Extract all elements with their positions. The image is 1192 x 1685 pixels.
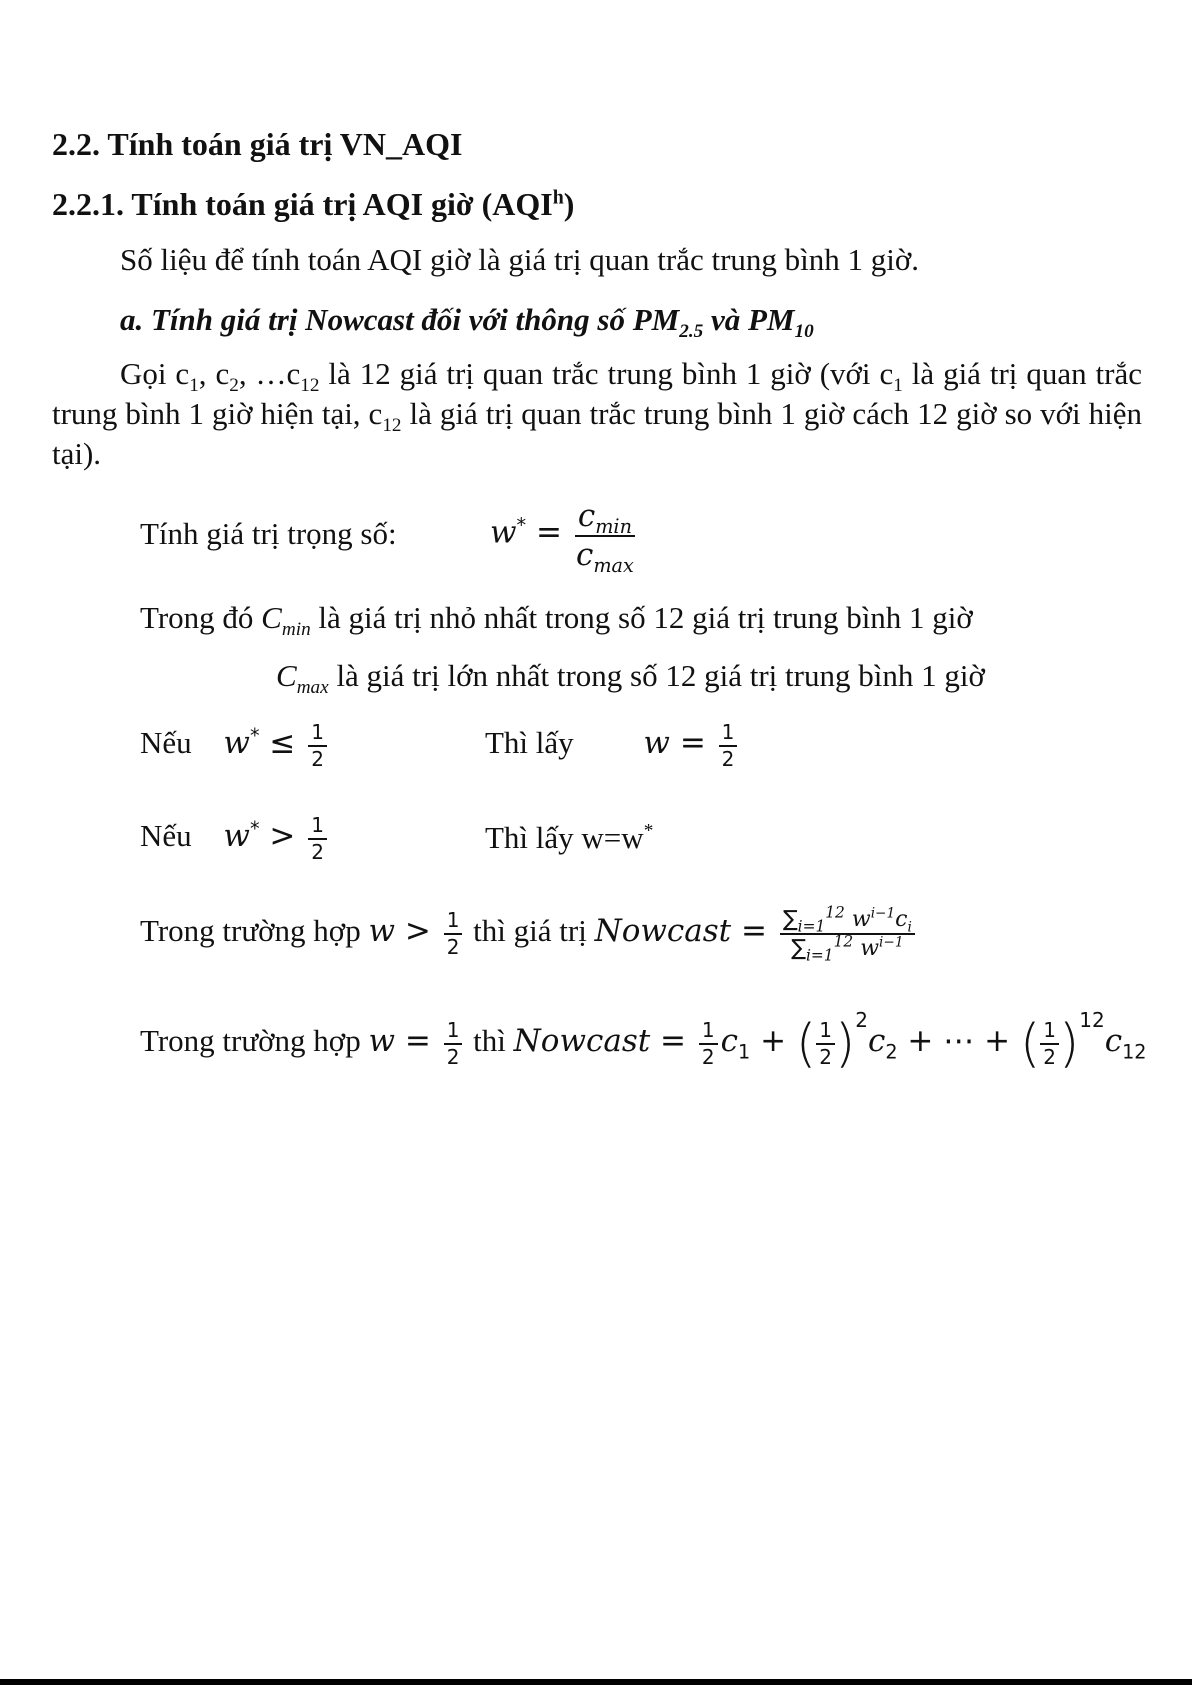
- definition-paragraph: [52, 354, 1142, 474]
- nowcast-symbol: Nowcast: [513, 1023, 651, 1060]
- fraction-numerator: 1: [699, 1020, 718, 1045]
- fraction-denominator: [780, 932, 915, 965]
- section-heading-text: 2.2. Tính toán giá trị VN_AQI: [52, 126, 463, 162]
- subsection-heading: [52, 184, 574, 226]
- pm10-sub: 10: [794, 321, 814, 343]
- half-fraction: [719, 722, 738, 770]
- case-text: thì giá trị: [465, 913, 595, 949]
- right-paren: ): [834, 1014, 856, 1074]
- ellipsis: + ⋯ +: [897, 1023, 1020, 1060]
- para-part: là giá trị quan trắc trung bình 1 giờ cách 12 giờ so với hiện tại).: [52, 396, 1143, 471]
- c-symbol: c: [1104, 1023, 1123, 1060]
- equals: =: [669, 725, 716, 762]
- fraction-denominator: [575, 536, 635, 577]
- para-sub: 12: [300, 375, 320, 397]
- sum-symbol: ∑: [791, 936, 806, 962]
- sum-lower: i=1: [797, 917, 826, 936]
- half-fraction: [444, 1020, 463, 1068]
- page-bottom-border: [0, 1679, 1192, 1685]
- if-text: Nếu: [140, 818, 192, 854]
- star: *: [516, 513, 527, 537]
- c-symbol: c: [867, 1023, 886, 1060]
- c-symbol: c: [575, 536, 594, 573]
- fraction-denominator: 2: [446, 935, 460, 960]
- fraction-denominator: 2: [446, 1045, 460, 1069]
- then-text: Thì lấy w=w: [485, 820, 644, 855]
- fraction-denominator: 2: [721, 747, 735, 771]
- where-cmin-line: [140, 598, 973, 641]
- condition-2-then: [485, 818, 653, 858]
- superscript-h: h: [552, 186, 564, 209]
- right-paren: ): [1058, 1014, 1080, 1074]
- fraction-numerator: 1: [308, 722, 327, 747]
- where-text: là giá trị nhỏ nhất trong số 12 giá trị trung bình 1 giờ: [310, 600, 973, 635]
- half-fraction: [308, 815, 327, 863]
- fraction-numerator: 1: [719, 722, 738, 747]
- para-sub: 12: [382, 415, 402, 437]
- para-part: là giá trị quan trắc trung bình 1 giờ hiện tại, c: [52, 356, 1142, 431]
- min-sub: min: [595, 515, 632, 539]
- w-symbol: w: [223, 818, 250, 855]
- sum-lower: i=1: [805, 946, 834, 965]
- leq-operator: ≤: [259, 725, 306, 762]
- fraction-numerator: 1: [816, 1020, 835, 1045]
- w-symbol: w: [368, 1023, 395, 1060]
- intro-paragraph: [120, 240, 919, 280]
- w-symbol: w: [643, 725, 670, 762]
- fraction-numerator: 1: [444, 1020, 463, 1045]
- case-2-formula: [140, 1008, 1147, 1074]
- cmin-symbol: C: [261, 600, 282, 635]
- case-text: Trong trường hợp: [140, 913, 369, 949]
- half-fraction: [816, 1020, 835, 1068]
- sum-symbol: ∑: [782, 907, 798, 932]
- nowcast-heading-mid: và PM: [703, 302, 795, 337]
- close-paren: ): [563, 186, 575, 222]
- condition-2: [140, 815, 330, 863]
- fraction-denominator: 2: [701, 1045, 715, 1069]
- condition-1: [140, 722, 330, 770]
- gt-operator: >: [259, 818, 306, 855]
- equals: =: [395, 1023, 441, 1060]
- w-symbol: w: [223, 725, 250, 762]
- where-cmax-line: [276, 656, 985, 699]
- weight-label: [140, 514, 397, 554]
- c-symbol: c: [895, 907, 908, 932]
- star: *: [643, 820, 654, 842]
- w-symbol: w: [490, 514, 517, 551]
- gt-operator: >: [395, 913, 441, 950]
- equals: =: [526, 514, 572, 551]
- exponent: i−1: [879, 934, 904, 951]
- star: *: [249, 723, 260, 747]
- fraction-numerator: [780, 903, 915, 936]
- star: *: [249, 816, 260, 840]
- pm25-sub: 2.5: [679, 321, 704, 343]
- exponent: 12: [1079, 1008, 1105, 1033]
- where-text: là giá trị lớn nhất trong số 12 giá trị trung bình 1 giờ: [328, 658, 985, 693]
- cmax-sub: max: [296, 677, 329, 699]
- w-symbol: w: [860, 936, 880, 962]
- nowcast-symbol: Nowcast: [594, 913, 732, 950]
- case-1-formula: [140, 903, 918, 965]
- fraction-numerator: 1: [308, 815, 327, 840]
- nowcast-heading: [120, 300, 814, 343]
- nowcast-heading-text: a. Tính giá trị Nowcast đối với thông số PM: [120, 302, 680, 337]
- para-part: là 12 giá trị quan trắc trung bình 1 giờ (với c: [319, 356, 894, 391]
- cmax-symbol: C: [276, 658, 297, 693]
- max-sub: max: [593, 553, 634, 577]
- c-symbol: c: [720, 1023, 738, 1060]
- then-text: Thì lấy: [485, 725, 574, 761]
- weight-label-text: Tính giá trị trọng số:: [140, 516, 397, 551]
- fraction-numerator: [575, 500, 635, 537]
- case-text: thì: [465, 1023, 514, 1059]
- half-fraction: [308, 722, 327, 770]
- exponent: i−1: [870, 905, 896, 922]
- case-text: Trong trường hợp: [140, 1023, 369, 1059]
- weight-formula: [490, 498, 638, 577]
- c-sub: 1: [738, 1040, 751, 1064]
- half-fraction: [444, 910, 463, 958]
- exponent: 2: [855, 1008, 868, 1033]
- c-sub: 12: [1122, 1040, 1147, 1064]
- c-symbol: c: [577, 498, 596, 534]
- subsection-heading-text: 2.2.1. Tính toán giá trị AQI giờ (AQI: [52, 186, 553, 222]
- cmin-sub: min: [281, 619, 311, 641]
- where-text: Trong đó: [140, 600, 262, 635]
- para-sub: 1: [893, 375, 903, 397]
- intro-text: Số liệu để tính toán AQI giờ là giá trị quan trắc trung bình 1 giờ.: [120, 242, 920, 277]
- fraction-denominator: 2: [819, 1045, 832, 1069]
- w-symbol: w: [368, 913, 395, 950]
- weight-fraction: [575, 498, 635, 577]
- para-sub: 1: [189, 375, 199, 397]
- left-paren: (: [1019, 1014, 1041, 1074]
- fraction-denominator: 2: [1043, 1045, 1056, 1069]
- w-symbol: w: [851, 907, 871, 932]
- sum-upper: 12: [833, 932, 854, 951]
- plus: +: [750, 1023, 796, 1060]
- para-part: , …c: [238, 356, 301, 391]
- para-sub: 2: [229, 375, 239, 397]
- section-heading: [52, 124, 462, 166]
- if-text: Nếu: [140, 725, 192, 761]
- sum-upper: 12: [825, 903, 845, 922]
- half-fraction: [699, 1020, 718, 1068]
- half-fraction: [1040, 1020, 1059, 1068]
- fraction-numerator: 1: [1040, 1020, 1059, 1045]
- equals: =: [650, 1023, 696, 1060]
- fraction-numerator: 1: [444, 910, 463, 935]
- fraction-denominator: 2: [311, 747, 324, 771]
- para-part: Gọi c: [120, 356, 190, 391]
- para-part: , c: [198, 356, 230, 391]
- fraction-denominator: 2: [311, 840, 324, 864]
- c-sub: i: [907, 919, 912, 936]
- nowcast-fraction: [780, 903, 915, 965]
- c-sub: 2: [885, 1040, 898, 1064]
- equals: =: [731, 913, 777, 950]
- left-paren: (: [795, 1014, 817, 1074]
- condition-1-then: [485, 722, 740, 770]
